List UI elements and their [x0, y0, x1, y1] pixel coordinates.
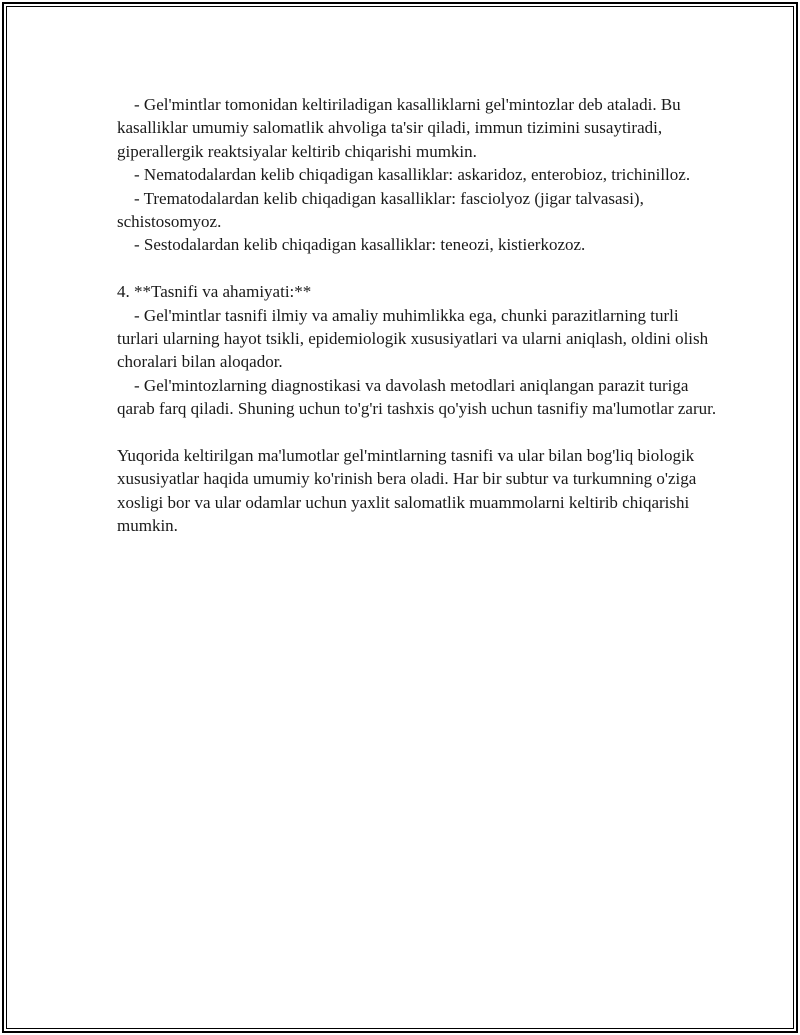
section-heading-classification: 4. **Tasnifi va ahamiyati:** [117, 282, 312, 302]
blank-line [117, 257, 717, 280]
paragraph-helminthiasis-definition: - Gel'mintlar tomonidan keltiriladigan kasalliklarni gel'mintozlar deb ataladi. Bu kasalliklar umumiy salomatlik ahvoliga ta'sir qiladi, immun tizimini susaytiradi, giperallergik reaktsiyalar keltirib chiqarishi mumkin. [117, 95, 681, 161]
document-body [117, 93, 717, 538]
paragraph-diagnostics-treatment: - Gel'mintozlarning diagnostikasi va davolash metodlari aniqlangan parazit turiga qarab farq qiladi. Shuning uchun to'g'ri tashxis qo'yish uchun tasnifiy ma'lumotlar zarur. [117, 375, 717, 419]
paragraph-classification-importance: - Gel'mintlar tasnifi ilmiy va amaliy muhimlikka ega, chunki parazitlarning turli turlari ularning hayot tsikli, epidemiologik xususiyatlari va ularni aniqlash, oldini olish choralari bilan aloqador. [117, 305, 709, 372]
paragraph-conclusion: Yuqorida keltirilgan ma'lumotlar gel'mintlarning tasnifi va ular bilan bog'liq biologik xususiyatlar haqida umumiy ko'rinish bera oladi. Har bir subtur va turkumning o'ziga xosligi bor va ular odamlar uchun yaxlit salomatlik muammolarni keltirib chiqarishi mumkin. [117, 446, 697, 536]
paragraph-trematode-diseases: - Trematodalardan kelib chiqadigan kasalliklar: fasciolyoz (jigar talvasasi), schistosomyoz. [117, 188, 644, 232]
paragraph-nematode-diseases: - Nematodalardan kelib chiqadigan kasalliklar: askaridoz, enterobioz, trichinilloz. [134, 165, 691, 185]
paragraph-cestode-diseases: - Sestodalardan kelib chiqadigan kasalliklar: teneozi, kistierkozoz. [134, 235, 586, 255]
blank-line [117, 421, 717, 444]
